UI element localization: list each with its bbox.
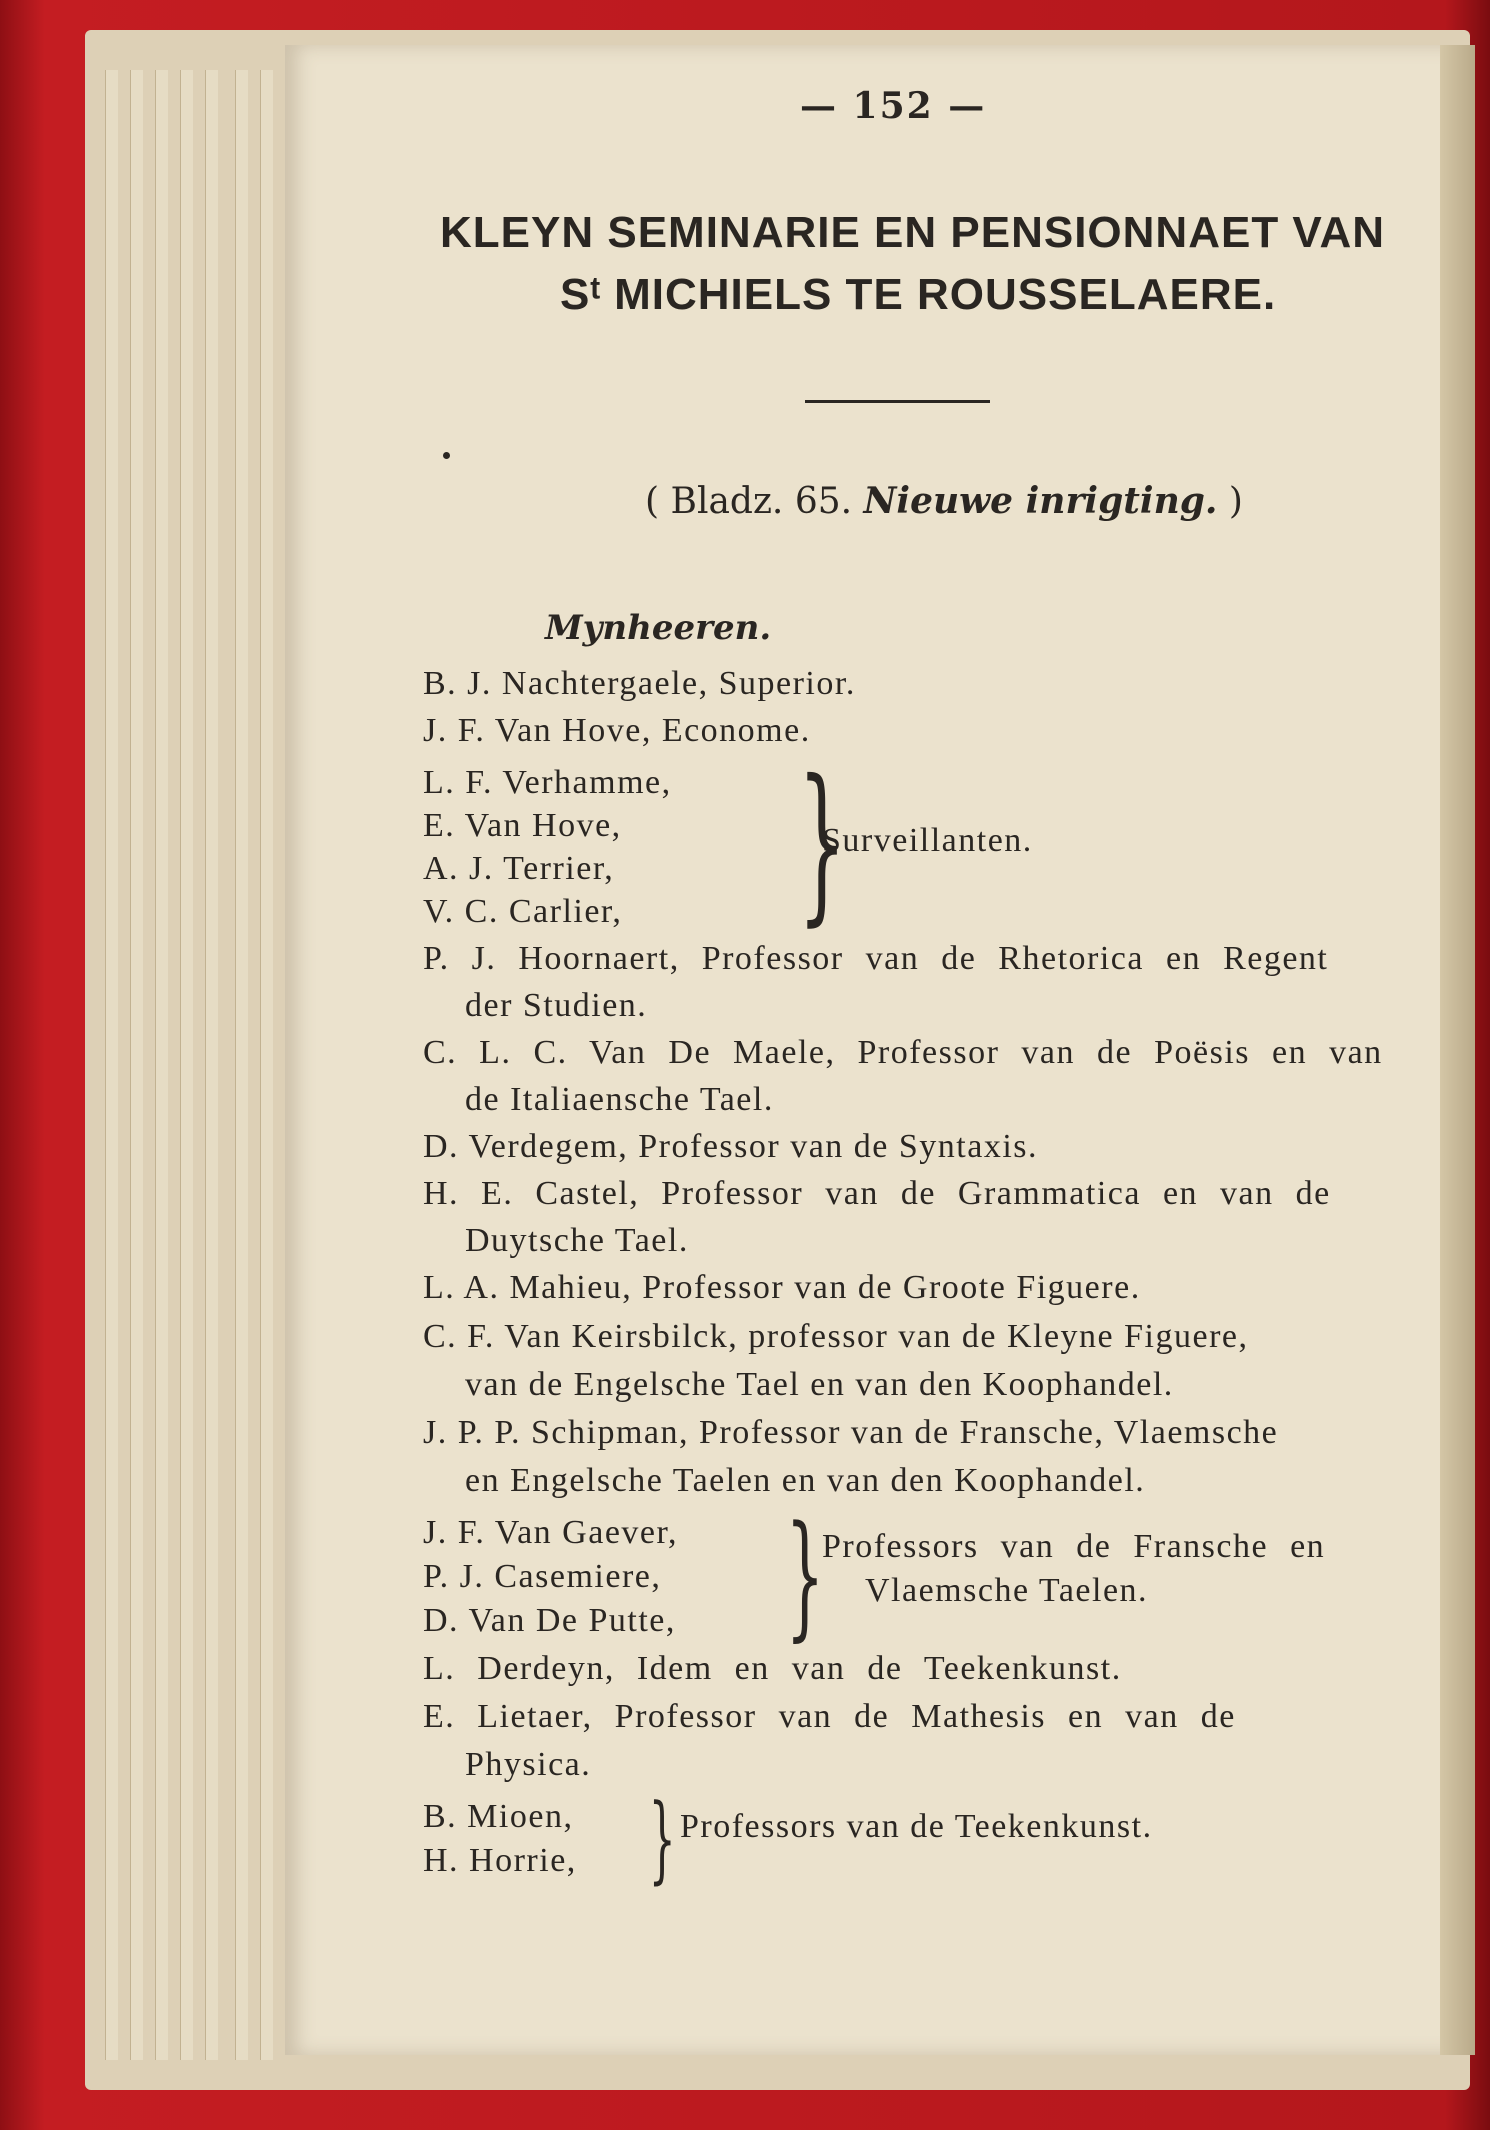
- name-line: D. Van De Putte,: [423, 1602, 676, 1639]
- entry-continuation: der Studien.: [465, 987, 648, 1024]
- name-line: B. Mioen,: [423, 1798, 574, 1835]
- reference-italic: Nieuwe inrigting.: [863, 480, 1218, 522]
- brace-icon: }: [797, 744, 847, 942]
- name-line: V. C. Carlier,: [423, 893, 623, 930]
- group-label: Professors van de Fransche en: [822, 1528, 1326, 1565]
- divider-rule: [805, 400, 990, 403]
- name-line: H. Horrie,: [423, 1842, 577, 1879]
- reference-open: ( Bladz. 65.: [645, 481, 864, 522]
- entry-line: C. L. C. Van De Maele, Professor van de Poësis en van: [423, 1034, 1383, 1071]
- page-edge: [180, 70, 193, 2060]
- entry-line: H. E. Castel, Professor van de Grammatica en van de: [423, 1175, 1331, 1212]
- group-label: Professors van de Teekenkunst.: [680, 1808, 1153, 1845]
- entry-continuation: Duytsche Tael.: [465, 1222, 689, 1259]
- page-edge: [205, 70, 218, 2060]
- entry-line: J. F. Van Hove, Econome.: [423, 712, 811, 749]
- title-line-2: Sᵗ MICHIELS TE ROUSSELAERE.: [560, 270, 1277, 319]
- reference-close: ): [1217, 481, 1243, 522]
- page-edge: [130, 70, 143, 2060]
- section-heading: Mynheeren.: [545, 608, 772, 648]
- entry-line: E. Lietaer, Professor van de Mathesis en van de: [423, 1698, 1236, 1735]
- brace-icon: }: [648, 1784, 676, 1894]
- entry-line: J. P. P. Schipman, Professor van de Fransche, Vlaemsche: [423, 1414, 1279, 1451]
- group-label: Vlaemsche Taelen.: [865, 1572, 1149, 1609]
- page-edge: [235, 70, 248, 2060]
- entry-continuation: en Engelsche Taelen en van den Koophandel.: [465, 1462, 1146, 1499]
- group-label: Surveillanten.: [822, 822, 1033, 859]
- name-line: P. J. Casemiere,: [423, 1558, 662, 1595]
- entry-line: D. Verdegem, Professor van de Syntaxis.: [423, 1128, 1039, 1165]
- page-edge: [105, 70, 118, 2060]
- name-line: J. F. Van Gaever,: [423, 1514, 678, 1551]
- title-line-1: KLEYN SEMINARIE EN PENSIONNAET VAN: [440, 208, 1386, 257]
- brace-icon: }: [785, 1497, 825, 1654]
- entry-line: B. J. Nachtergaele, Superior.: [423, 665, 856, 702]
- name-line: L. F. Verhamme,: [423, 764, 672, 801]
- page-reference: [645, 480, 1243, 522]
- entry-line: P. J. Hoornaert, Professor van de Rhetorica en Regent: [423, 940, 1329, 977]
- entry-continuation: de Italiaensche Tael.: [465, 1081, 774, 1118]
- page-number: — 152 —: [800, 85, 987, 127]
- entry-line: L. A. Mahieu, Professor van de Groote Figuere.: [423, 1269, 1141, 1306]
- ink-dot: [443, 452, 450, 459]
- entry-continuation: van de Engelsche Tael en van den Koophandel.: [465, 1366, 1174, 1403]
- name-line: A. J. Terrier,: [423, 850, 615, 887]
- name-line: E. Van Hove,: [423, 807, 622, 844]
- entry-line: L. Derdeyn, Idem en van de Teekenkunst.: [423, 1650, 1122, 1687]
- page-edge-right: [1440, 45, 1475, 2055]
- entry-continuation: Physica.: [465, 1746, 592, 1783]
- page-edge: [260, 70, 273, 2060]
- entry-line: C. F. Van Keirsbilck, professor van de Kleyne Figuere,: [423, 1318, 1249, 1355]
- page-edge: [155, 70, 168, 2060]
